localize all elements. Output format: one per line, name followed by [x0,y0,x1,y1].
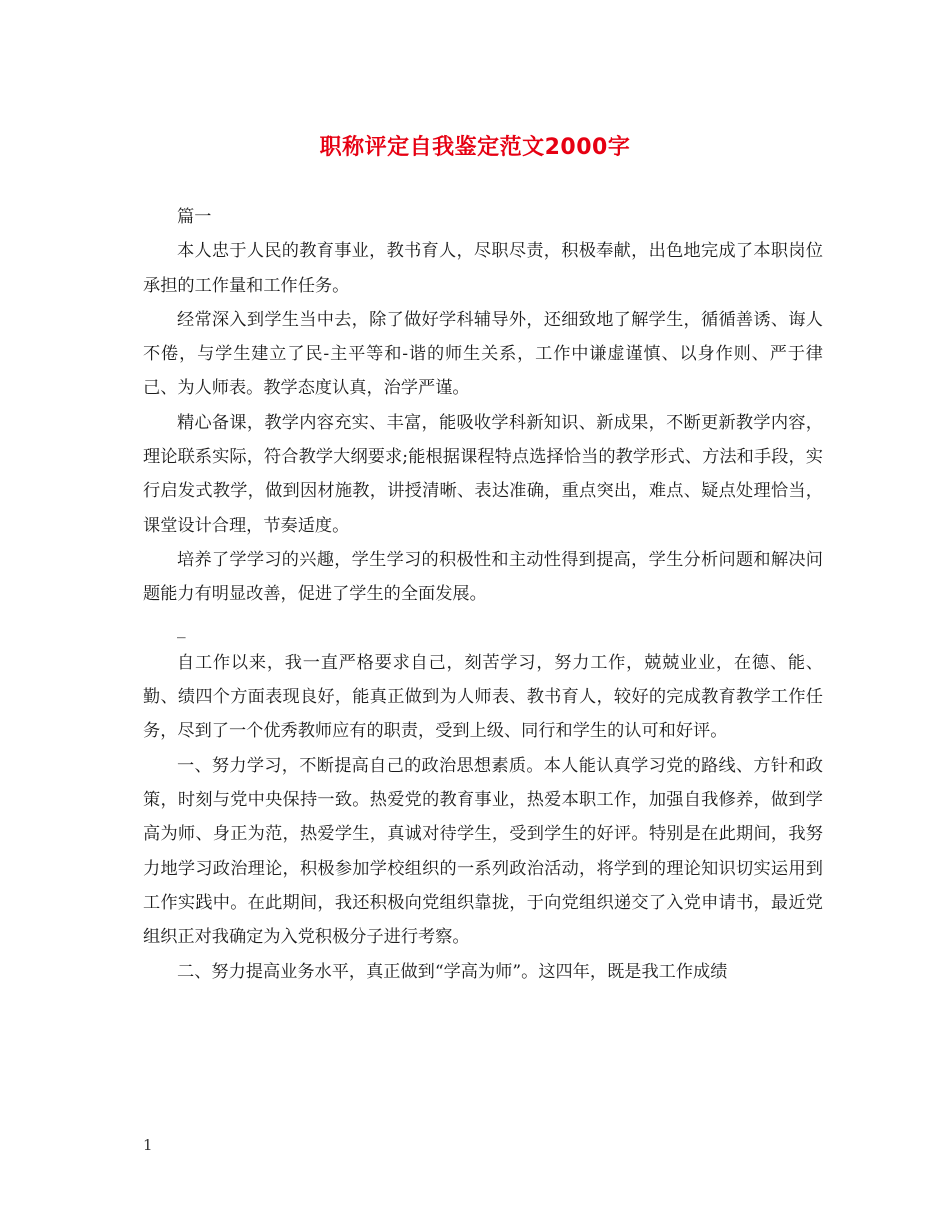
paragraph: 培养了学学习的兴趣，学生学习的积极性和主动性得到提高，学生分析问题和解决问题能力有明显改善，促进了学生的全面发展。 [143,549,823,605]
page-number: 1 [143,1136,153,1154]
paragraph: 一、努力学习，不断提高自己的政治思想素质。本人能认真学习党的路线、方针和政策，时刻与党中央保持一致。热爱党的教育事业，热爱本职工作，加强自我修养，做到学高为师、身正为范，热爱学生，真诚对待学生，受到学生的好评。特别是在此期间，我努力地学习政治理论，积极参加学校组织的一系列政治活动，将学到的理论知识切实运用到工作实践中。在此期间，我还积极向党组织靠拢，于向党组织递交了入党申请书，最近党组织正对我确定为入党积极分子进行考察。 [143,755,823,948]
document-title: 职称评定自我鉴定范文2000字 [319,135,631,160]
paragraph: 精心备课，教学内容充实、丰富，能吸收学科新知识、新成果，不断更新教学内容，理论联系实际，符合教学大纲要求;能根据课程特点选择恰当的教学形式、方法和手段，实行启发式教学，做到因材施教，讲授清晰、表达准确，重点突出，难点、疑点处理恰当，课堂设计合理，节奏适度。 [143,412,823,536]
paragraph-separator: _ [177,618,186,639]
paragraph-section-heading: 篇一 [177,207,212,227]
paragraph: 本人忠于人民的教育事业，教书育人，尽职尽责，积极奉献，出色地完成了本职岗位承担的工作量和工作任务。 [143,241,823,296]
paragraph: 二、努力提高业务水平，真正做到“学高为师”。这四年，既是我工作成绩 [177,961,728,982]
paragraph: 经常深入到学生当中去，除了做好学科辅导外，还细致地了解学生，循循善诱、诲人不倦，与学生建立了民-主平等和-谐的师生关系，工作中谦虚谨慎、以身作则、严于律己、为人师表。教学态度认真，治学严谨。 [143,309,823,399]
document-body [143,200,823,989]
paragraph: 自工作以来，我一直严格要求自己，刻苦学习，努力工作，兢兢业业，在德、能、勤、绩四个方面表现良好，能真正做到为人师表、教书育人，较好的完成教育教学工作任务，尽到了一个优秀教师应有的职责，受到上级、同行和学生的认可和好评。 [143,652,823,742]
